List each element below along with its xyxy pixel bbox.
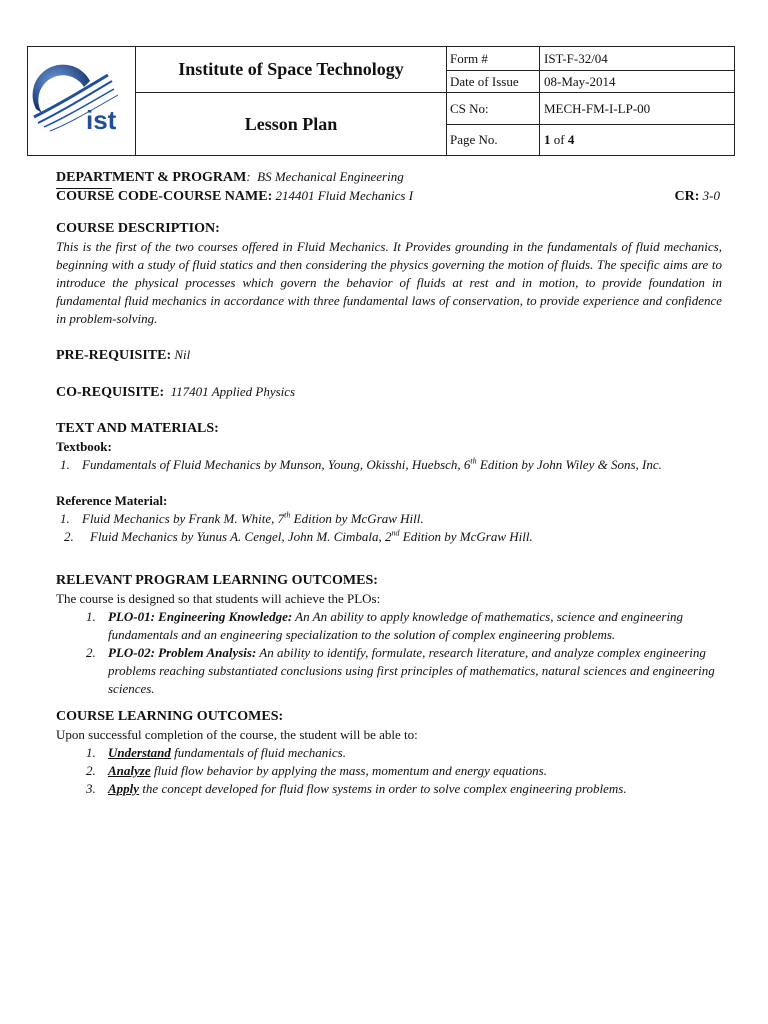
- cs-no-label: CS No:: [447, 93, 540, 125]
- plo-list: [56, 608, 722, 698]
- plo-intro: The course is designed so that students will achieve the PLOs:: [56, 591, 381, 606]
- institute-name: Institute of Space Technology: [136, 47, 447, 93]
- cs-no-value: MECH-FM-I-LP-00: [540, 93, 735, 125]
- date-of-issue-value: 08-May-2014: [540, 71, 735, 93]
- description-text: This is the first of the two courses offered in Fluid Mechanics. It Provides grounding in the fundamentals of fluid mechanics, beginning with a study of fluid statics and then considering the physics governing the motion of fluids. The specific aims are to introduce the physical processes which govern the behavior of fluids at rest and in motion, to provide foundation in fundamental fluid mechanics in accordance with three fundamental laws of conservation, to provide experience and confidence in problem-solving.: [56, 239, 722, 326]
- list-item: 2. Fluid Mechanics by Yunus A. Cengel, John M. Cimbala, 2nd Edition by McGraw Hill.: [64, 528, 533, 544]
- logo-cell: [28, 47, 136, 156]
- plo-heading: RELEVANT PROGRAM LEARNING OUTCOMES:: [56, 573, 378, 588]
- clo-intro: Upon successful completion of the course, the student will be able to:: [56, 727, 418, 742]
- form-number-label: Form #: [447, 47, 540, 71]
- svg-text:ist: ist: [86, 105, 117, 135]
- list-item: 1. Fundamentals of Fluid Mechanics by Munson, Young, Okisshi, Huebsch, 6th Edition by John Wiley & Sons, Inc.: [60, 456, 662, 472]
- textbook-list: [56, 456, 722, 474]
- prerequisite-line: PRE-REQUISITE: Nil: [56, 347, 191, 363]
- list-item: 3. Apply the concept developed for fluid flow systems in order to solve complex engineering problems.: [86, 781, 627, 796]
- list-item: 2. PLO-02: Problem Analysis: An ability to identify, formulate, research literature, and analyze complex engineering problems reaching substantiated conclusions using first principles of mathematics, natural sciences and engineering sciences.: [86, 645, 715, 696]
- list-item: 1. Fluid Mechanics by Frank M. White, 7th Edition by McGraw Hill.: [60, 510, 424, 526]
- description-heading: COURSE DESCRIPTION:: [56, 221, 220, 236]
- corequisite-line: CO-REQUISITE: 117401 Applied Physics: [56, 384, 296, 400]
- date-of-issue-label: Date of Issue: [447, 71, 540, 93]
- page-no-label: Page No.: [447, 125, 540, 156]
- list-item: 1. Understand fundamentals of fluid mechanics.: [86, 745, 346, 760]
- form-number-value: IST-F-32/04: [540, 47, 735, 71]
- materials-heading: TEXT AND MATERIALS:: [56, 421, 219, 436]
- document-header: [27, 46, 735, 156]
- reference-label: Reference Material:: [56, 493, 168, 508]
- clo-heading: COURSE LEARNING OUTCOMES:: [56, 709, 284, 724]
- ist-logo: [28, 47, 135, 155]
- department-line: DEPARTMENT & PROGRAM: BS Mechanical Engineering: [56, 169, 404, 185]
- list-item: 1. PLO-01: Engineering Knowledge: An An ability to apply knowledge of mathematics, science and engineering fundamentals and an engineering specialization to the solution of complex engineering problems.: [86, 609, 684, 642]
- clo-list: [56, 744, 722, 798]
- lesson-plan-title: Lesson Plan: [136, 93, 447, 156]
- list-item: 2. Analyze fluid flow behavior by applying the mass, momentum and energy equations.: [86, 763, 547, 778]
- textbook-label: Textbook:: [56, 439, 112, 454]
- document-body: [56, 168, 722, 798]
- reference-list: [56, 510, 722, 546]
- page-no-value: 1 of 4: [540, 125, 735, 156]
- course-line: COURSE CODE-COURSE NAME: 214401 Fluid Mechanics I CR: 3-0: [56, 188, 720, 204]
